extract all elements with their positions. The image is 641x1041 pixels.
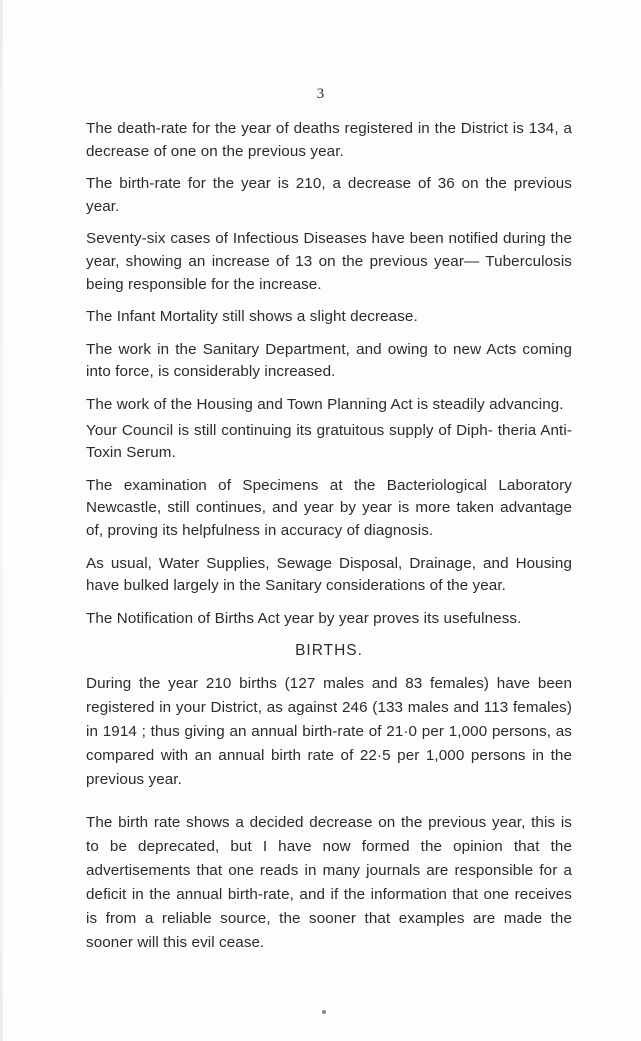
births-section bbox=[86, 672, 572, 955]
paragraph-birth-rate: The birth-rate for the year is 210, a decrease of 36 on the previous year. bbox=[86, 175, 572, 215]
paragraph-birth-rate-decrease: The birth rate shows a decided decrease on the previous year, this is to be deprecated, but I have now formed the opinion that the advertisements that one reads in many journals are responsible for a deficit in the annual birth-rate, and if the information that one receives is from a reliable source, the sooner that examples are made the sooner will this evil cease. bbox=[86, 813, 572, 951]
paragraph-notification-births: The Notification of Births Act year by year proves its usefulness. bbox=[86, 609, 522, 627]
section-heading-births: BIRTHS. bbox=[295, 642, 363, 660]
page-edge bbox=[0, 0, 3, 1041]
paragraph-death-rate: The death-rate for the year of deaths registered in the District is 134, a decrease of one on the previous year. bbox=[86, 120, 572, 160]
document-body bbox=[86, 118, 572, 974]
paragraph-sanitary-department: The work in the Sanitary Department, and owing to new Acts coming into force, is considerably increased. bbox=[86, 340, 572, 381]
paragraph-diphtheria-serum: Your Council is still continuing its gratuitous supply of Diph- theria Anti-Toxin Serum. bbox=[86, 421, 572, 462]
paragraph-housing-act: The work of the Housing and Town Planning Act is steadily advancing. bbox=[86, 395, 564, 413]
page-mark-dot bbox=[322, 1010, 326, 1014]
paragraph-infant-mortality: The Infant Mortality still shows a slight decrease. bbox=[86, 308, 418, 326]
paragraph-bacteriological-lab: The examination of Specimens at the Bacteriological Laboratory Newcastle, still continues, and year by year is more taken advantage of, proving its helpfulness in accuracy of diagnosis. bbox=[86, 476, 572, 539]
paragraph-water-supplies: As usual, Water Supplies, Sewage Disposal, Drainage, and Housing have bulked largely in the Sanitary considerations of the year. bbox=[86, 554, 572, 595]
paragraph-births-count: During the year 210 births (127 males and 83 females) have been registered in your District, as against 246 (133 males and 113 females) in 1914 ; thus giving an annual birth-rate of 21·0 per 1,000 persons, as compared with an annual birth rate of 22·5 per 1,000 persons in the previous year. bbox=[86, 674, 572, 788]
paragraph-infectious-diseases: Seventy-six cases of Infectious Diseases have been notified during the year, showing an increase of 13 on the previous year— Tuberculosis being responsible for the increase. bbox=[86, 230, 572, 293]
page-number: 3 bbox=[316, 86, 325, 102]
